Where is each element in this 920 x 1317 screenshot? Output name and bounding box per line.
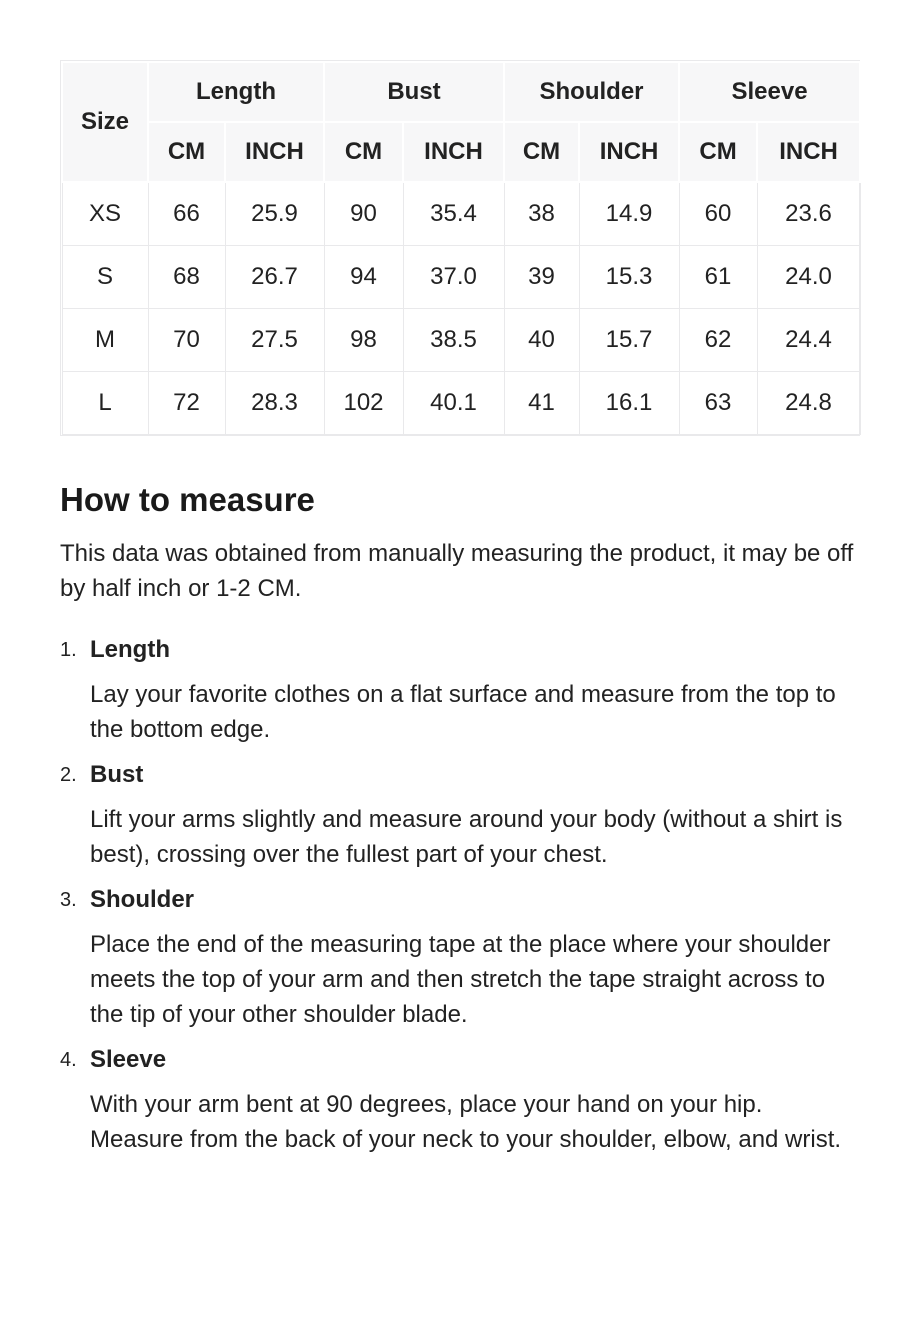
size-cell: S [62, 245, 148, 308]
unit-header: CM [148, 122, 225, 182]
value-cell: 37.0 [403, 245, 504, 308]
value-cell: 102 [324, 371, 403, 434]
header-group-shoulder: Shoulder [504, 62, 679, 122]
step-number: 4. [60, 1049, 77, 1072]
unit-header: INCH [757, 122, 860, 182]
unit-header: CM [679, 122, 757, 182]
value-cell: 28.3 [225, 371, 324, 434]
step-item-length [60, 632, 860, 757]
value-cell: 40.1 [403, 371, 504, 434]
value-cell: 39 [504, 245, 579, 308]
header-size: Size [62, 62, 148, 182]
size-chart-table [61, 61, 861, 435]
value-cell: 40 [504, 308, 579, 371]
value-cell: 61 [679, 245, 757, 308]
value-cell: 25.9 [225, 182, 324, 245]
unit-header: INCH [225, 122, 324, 182]
value-cell: 70 [148, 308, 225, 371]
value-cell: 63 [679, 371, 757, 434]
unit-header: CM [324, 122, 403, 182]
unit-header: INCH [579, 122, 679, 182]
table-row [62, 308, 860, 371]
measure-steps-list [60, 632, 860, 1167]
step-item-bust [60, 757, 860, 882]
value-cell: 14.9 [579, 182, 679, 245]
value-cell: 60 [679, 182, 757, 245]
value-cell: 26.7 [225, 245, 324, 308]
value-cell: 41 [504, 371, 579, 434]
table-header-row-groups [62, 62, 860, 122]
value-cell: 66 [148, 182, 225, 245]
value-cell: 38 [504, 182, 579, 245]
size-chart-table-wrapper [60, 60, 860, 436]
value-cell: 24.4 [757, 308, 860, 371]
value-cell: 72 [148, 371, 225, 434]
header-group-length: Length [148, 62, 324, 122]
size-cell: XS [62, 182, 148, 245]
value-cell: 24.0 [757, 245, 860, 308]
value-cell: 68 [148, 245, 225, 308]
unit-header: INCH [403, 122, 504, 182]
step-number: 1. [60, 639, 77, 662]
value-cell: 35.4 [403, 182, 504, 245]
table-row [62, 371, 860, 434]
step-item-sleeve [60, 1042, 860, 1167]
value-cell: 98 [324, 308, 403, 371]
value-cell: 38.5 [403, 308, 504, 371]
step-description: Lay your favorite clothes on a flat surface and measure from the top to the bottom edge. [90, 681, 836, 744]
step-item-shoulder [60, 882, 860, 1042]
unit-header: CM [504, 122, 579, 182]
step-title: Bust [90, 761, 144, 789]
step-number: 3. [60, 889, 77, 912]
size-cell: L [62, 371, 148, 434]
measure-note: This data was obtained from manually measuring the product, it may be off by half inch or 1-2 CM. [60, 540, 854, 603]
step-description: Lift your arms slightly and measure around your body (without a shirt is best), crossing over the fullest part of your chest. [90, 806, 843, 869]
step-description: With your arm bent at 90 degrees, place your hand on your hip. Measure from the back of your neck to your shoulder, elbow, and wrist. [90, 1091, 842, 1154]
header-group-sleeve: Sleeve [679, 62, 860, 122]
table-header-row-units [62, 122, 860, 182]
value-cell: 90 [324, 182, 403, 245]
step-title: Sleeve [90, 1046, 167, 1074]
step-number: 2. [60, 764, 77, 787]
value-cell: 15.3 [579, 245, 679, 308]
how-to-measure-heading: How to measure [60, 480, 315, 518]
value-cell: 62 [679, 308, 757, 371]
table-row [62, 245, 860, 308]
size-cell: M [62, 308, 148, 371]
value-cell: 24.8 [757, 371, 860, 434]
step-title: Shoulder [90, 886, 195, 914]
value-cell: 27.5 [225, 308, 324, 371]
value-cell: 94 [324, 245, 403, 308]
value-cell: 15.7 [579, 308, 679, 371]
value-cell: 16.1 [579, 371, 679, 434]
step-description: Place the end of the measuring tape at the place where your shoulder meets the top of your arm and then stretch the tape straight across to the tip of your other shoulder blade. [90, 931, 831, 1029]
header-group-bust: Bust [324, 62, 504, 122]
step-title: Length [90, 636, 170, 664]
value-cell: 23.6 [757, 182, 860, 245]
table-row [62, 182, 860, 245]
